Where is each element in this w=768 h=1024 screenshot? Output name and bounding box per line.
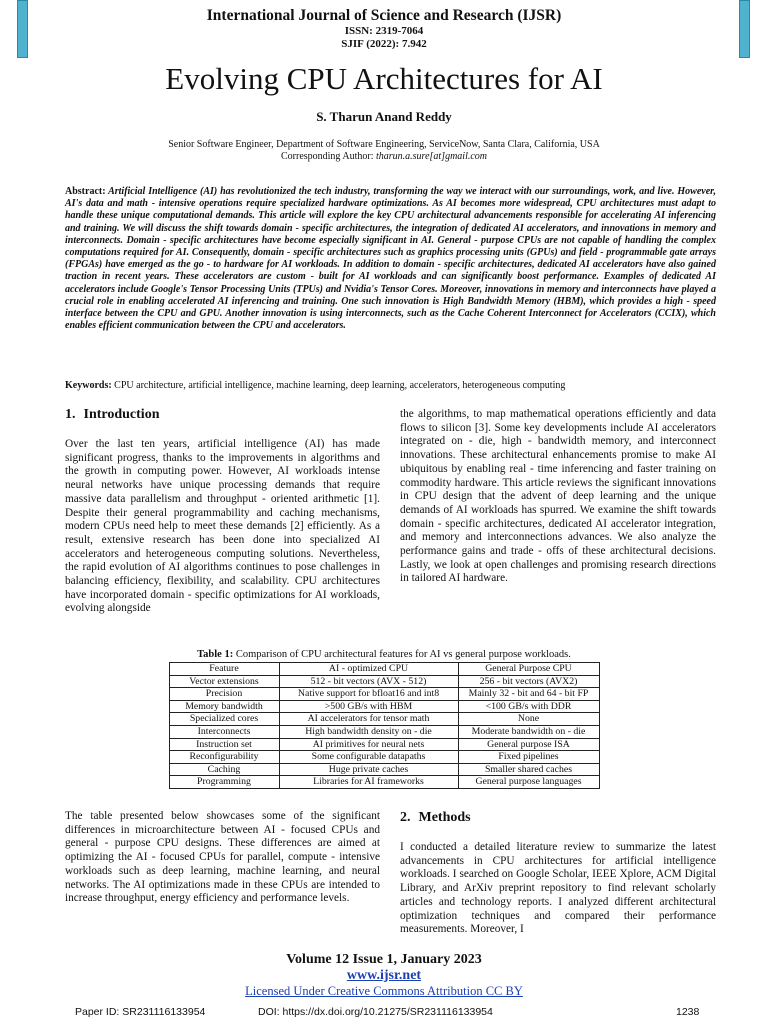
table-header-cell: General Purpose CPU	[458, 663, 599, 676]
table-cell: Moderate bandwidth on - die	[458, 725, 599, 738]
table-cell: Some configurable datapaths	[279, 751, 458, 764]
table-cell: Reconfigurability	[169, 751, 279, 764]
journal-header	[0, 7, 768, 51]
issn: ISSN: 2319-7064	[344, 25, 424, 37]
table-cell: 512 - bit vectors (AVX - 512)	[279, 675, 458, 688]
table-cell: AI primitives for neural nets	[279, 738, 458, 751]
table-cell: Interconnects	[169, 725, 279, 738]
table-row	[169, 738, 599, 751]
table-cell: None	[458, 713, 599, 726]
sjif: SJIF (2022): 7.942	[341, 38, 427, 50]
section-title: Methods	[418, 810, 471, 825]
methods-paragraph: I conducted a detailed literature review to summarize the latest advancements in CPU architectures for artificial intelligence workloads. I searched on Google Scholar, IEEE Xplore, ACM Digital Library, and ArXiv preprint repository to find relevant scholarly articles and technology reports. I analyzed different architectural optimization techniques and compared their performance measurements. Moreover, I	[400, 841, 716, 936]
keywords-label: Keywords:	[65, 380, 112, 391]
table-cell: <100 GB/s with DDR	[458, 700, 599, 713]
intro-paragraph-right: the algorithms, to map mathematical operations efficiently and data flows to silicon [3]. Some key developments include AI accelerators integrated on - die, high - bandwidth memory, and interconnect innovations. These architectural enhancements promise to make AI ubiquitous by enabling real - time inferencing and faster training on commodity hardware. This article reviews the significant innovations in CPU design that the advent of deep learning and the unique demands of AI workloads has spurred. We examine the shift towards domain - specific architectures, dedicated AI accelerator integration, and memory and interconnections advances. We also analyze the performance gains and trade - offs of these architectural decisions. Lastly, we look at open challenges and promising research directions in tailored AI hardware.	[400, 408, 716, 585]
table-row	[169, 700, 599, 713]
license-link[interactable]: Licensed Under Creative Commons Attribution CC BY	[245, 984, 523, 998]
table-cell: AI accelerators for tensor math	[279, 713, 458, 726]
keywords	[65, 380, 716, 392]
author-name: S. Tharun Anand Reddy	[316, 109, 452, 124]
table-cell: Caching	[169, 763, 279, 776]
table-cell: Specialized cores	[169, 713, 279, 726]
introduction-left-column	[65, 438, 380, 616]
table-cell: Mainly 32 - bit and 64 - bit FP	[458, 688, 599, 701]
table-row	[169, 688, 599, 701]
paper-title: Evolving CPU Architectures for AI	[165, 61, 603, 96]
table-cell: Vector extensions	[169, 675, 279, 688]
methods-column	[400, 841, 716, 937]
intro-paragraph-left: Over the last ten years, artificial intelligence (AI) has made significant progress, thanks to the improvements in algorithms and the growth in computing power. However, AI workloads intense neural networks have unique processing demands that require massive data parallelism and throughput - oriented arithmetic [1]. Despite their general programmability and caching mechanisms, modern CPUs need help to meet these demands [2] efficiently. As a result, extensive research has been done into specialized AI accelerators and heterogeneous computing solutions. Nevertheless, the rapid evolution of AI algorithms continues to pose challenges in balancing efficiency, flexibility, and scalability. CPU architectures have incorporated domain - specific optimizations for AI workloads, evolving alongside	[65, 438, 380, 615]
table-row	[169, 675, 599, 688]
section-number: 2.	[400, 810, 411, 825]
paper-id: Paper ID: SR231116133954	[75, 1006, 206, 1018]
comparison-table	[169, 662, 600, 789]
table-cell: Huge private caches	[279, 763, 458, 776]
corresponding-author	[0, 151, 768, 163]
keywords-text: CPU architecture, artificial intelligence, machine learning, deep learning, accelerators, heterogeneous computing	[114, 380, 566, 391]
table-cell: Precision	[169, 688, 279, 701]
doi[interactable]: DOI: https://dx.doi.org/10.21275/SR231116133954	[258, 1006, 493, 1018]
journal-footer	[0, 951, 768, 999]
table-cell: Fixed pipelines	[458, 751, 599, 764]
abstract-text: Artificial Intelligence (AI) has revolutionized the tech industry, transforming the way we interact with our surroundings, work, and live. However, AI's data and math - intensive operations require specialized hardware optimizations. As AI becomes more widespread, CPU architectures must adapt to handle these unique computational demands. This article will explore the key CPU architectural advancements responsible for accelerating AI inferencing and training. We will discuss the shift towards domain - specific architectures, the integration of dedicated AI accelerators, and innovations in memory and interconnects. Domain - specific architectures have become especially significant in AI. General - purpose CPUs are not capable of handling the complex computations required for AI. Consequently, domain - specific architectures such as graphics processing units (GPUs) and field - programmable gate arrays (FPGAs) have emerged as the go - to hardware for AI workloads. In addition to domain - specific architectures, dedicated AI accelerators have also gained traction in recent years. These accelerators are custom - built for AI workloads and can significantly boost performance. Examples of dedicated AI accelerators include Google's Tensor Processing Units (TPUs) and Nvidia's Tensor Cores. Moreover, innovations in memory and interconnects have played a crucial role in enabling accelerated AI inferencing and training. One such innovation is High Bandwidth Memory (HBM), which provides a high - speed interface between the CPU and GPU. Another innovation is using interconnects, such as the Cache Coherent Interconnect for Accelerators (CCIX), which enables efficient communication between the CPU and accelerators.	[65, 186, 716, 332]
table-row	[169, 751, 599, 764]
table-row	[169, 763, 599, 776]
table-header-cell: AI - optimized CPU	[279, 663, 458, 676]
table-label: Table 1:	[197, 649, 234, 660]
abstract	[65, 186, 716, 332]
table-cell: Programming	[169, 776, 279, 789]
table-cell: High bandwidth density on - die	[279, 725, 458, 738]
table-cell: General purpose ISA	[458, 738, 599, 751]
introduction-heading	[65, 407, 159, 423]
table-row	[169, 713, 599, 726]
table-cell: General purpose languages	[458, 776, 599, 789]
introduction-right-column	[400, 408, 716, 586]
author-email[interactable]: tharun.a.sure[at]gmail.com	[375, 151, 488, 162]
table-caption	[0, 649, 768, 660]
table-cell: 256 - bit vectors (AVX2)	[458, 675, 599, 688]
methods-heading	[400, 810, 471, 826]
affiliation-line: Senior Software Engineer, Department of Software Engineering, ServiceNow, Santa Clara, California, USA	[168, 139, 600, 150]
table-caption-text: Comparison of CPU architectural features for AI vs general purpose workloads.	[235, 649, 571, 660]
table-cell: >500 GB/s with HBM	[279, 700, 458, 713]
section-title: Introduction	[83, 407, 160, 422]
journal-name: International Journal of Science and Research (IJSR)	[206, 7, 562, 24]
table-header-cell: Feature	[169, 663, 279, 676]
table-row	[169, 725, 599, 738]
section-number: 1.	[65, 407, 76, 422]
table-cell: Native support for bfloat16 and int8	[279, 688, 458, 701]
table-cell: Instruction set	[169, 738, 279, 751]
table-note-paragraph: The table presented below showcases some of the significant differences in microarchitecture between AI - focused CPUs and general - purpose CPU designs. These differences are aimed at optimizing the AI - focused CPUs for parallel, compute - intensive workloads such as deep learning, machine learning, and neural networks. The AI optimizations made in these CPUs are intended to increase throughput, energy efficiency and performance levels.	[65, 810, 380, 905]
table-cell: Libraries for AI frameworks	[279, 776, 458, 789]
corresponding-label: Corresponding Author:	[280, 151, 374, 162]
abstract-label: Abstract:	[65, 186, 106, 197]
page-number: 1238	[676, 1006, 700, 1018]
journal-website-link[interactable]: www.ijsr.net	[346, 968, 422, 983]
table-cell: Memory bandwidth	[169, 700, 279, 713]
affiliation	[0, 139, 768, 163]
volume-issue: Volume 12 Issue 1, January 2023	[286, 952, 482, 967]
table-note-column	[65, 810, 380, 906]
table-header-row	[169, 663, 599, 676]
table-row	[169, 776, 599, 789]
table-1	[0, 649, 768, 789]
table-cell: Smaller shared caches	[458, 763, 599, 776]
